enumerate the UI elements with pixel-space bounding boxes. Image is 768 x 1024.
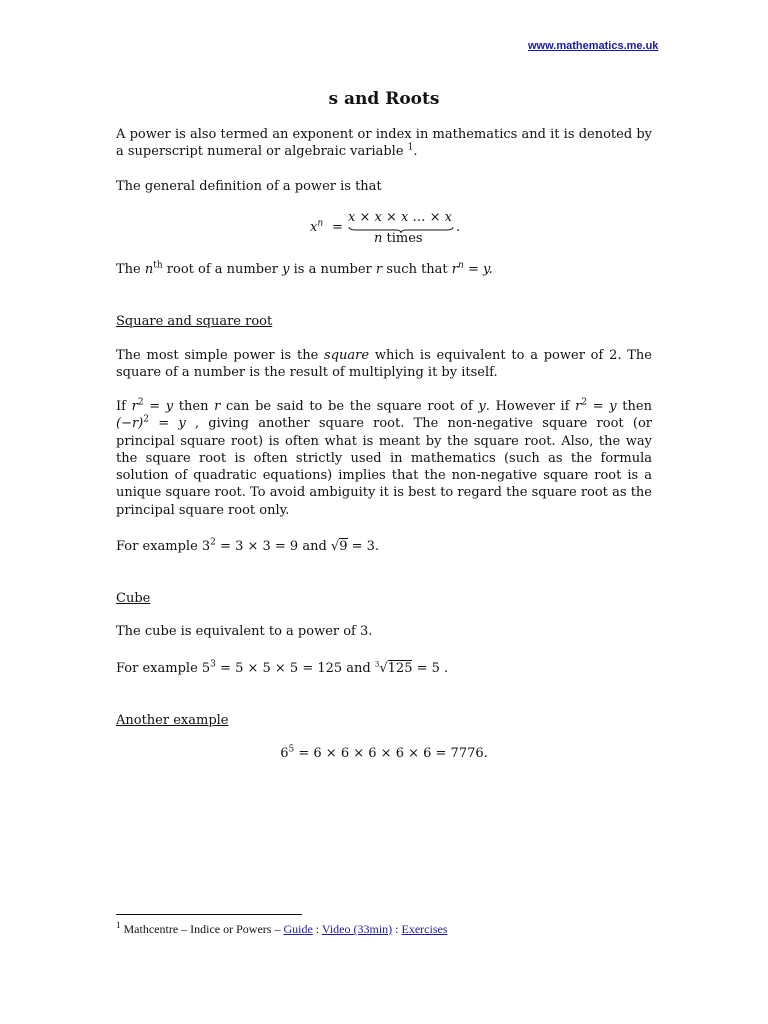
formula-lhs: $x^n$ [310,218,324,235]
intro-paragraph [116,126,652,161]
power-formula [310,210,510,250]
footnote-ref[interactable]: 1 [407,142,414,153]
exercises-link[interactable]: Exercises [401,922,448,936]
formula-end: . [456,220,461,235]
nth-root-definition: The $n^{th}$ root of a number y is a number r such that $r^n = y$. [116,260,493,277]
formula-equals: = [332,220,343,235]
section-heading-cube: Cube [116,591,151,606]
site-link[interactable]: www.mathematics.me.uk [528,40,659,52]
footnote: $^1$ Mathcentre – Indice or Powers – Guide : Video (33min) : Exercises [116,920,448,936]
video-link[interactable]: Video (33min) [321,922,393,936]
page-title: s and Roots [328,89,440,109]
cube-paragraph: The cube is equivalent to a power of 3. [116,624,373,639]
footnote-text: Mathcentre – Indice or Powers – [120,922,284,936]
square-example: For example $3^2 = 3 \times 3 = 9$ and √9 = 3. [116,537,380,554]
square-paragraph-1: The most simple power is the square which is equivalent to a power of 2. The square of a number is the result of multiplying it by itself. [116,348,652,381]
another-example-equation: $6^5 = 6 \times 6 \times 6 \times 6 \times 6 = 7776$. [280,744,488,761]
section-heading-another: Another example [116,713,229,728]
intro-text: A power is also termed an exponent or index in mathematics and it is denoted by a superscript numeral or algebraic variable [116,127,652,160]
section-heading-square: Square and square root [116,314,273,329]
intro-text-end: . [413,144,418,160]
definition-intro: The general definition of a power is that [116,179,382,194]
square-paragraph-2: If $r^2 = y$ then r can be said to be the square root of y. However if $r^2 = y$ then $(-r)^2 = y$ , giving another square root. The non-negative square root (or principal square root) is often what is meant by the square root. Also, the way the square root is often strictly used in mathematics (such as the formula solution of quadratic equations) implies that the non-negative square root is a unique square root. To avoid ambiguity it is best to regard the square root as the principal square root only. [116,397,652,518]
formula-product: x × x × x … × x [348,210,452,225]
footnote-divider [116,914,302,915]
guide-link[interactable]: Guide [283,922,313,936]
formula-under: n times [374,231,423,246]
footnote-number: 1 [116,920,121,930]
cube-example: For example $5^3 = 5 \times 5 \times 5 = 125$ and $^3$√125 = 5 . [116,659,449,676]
